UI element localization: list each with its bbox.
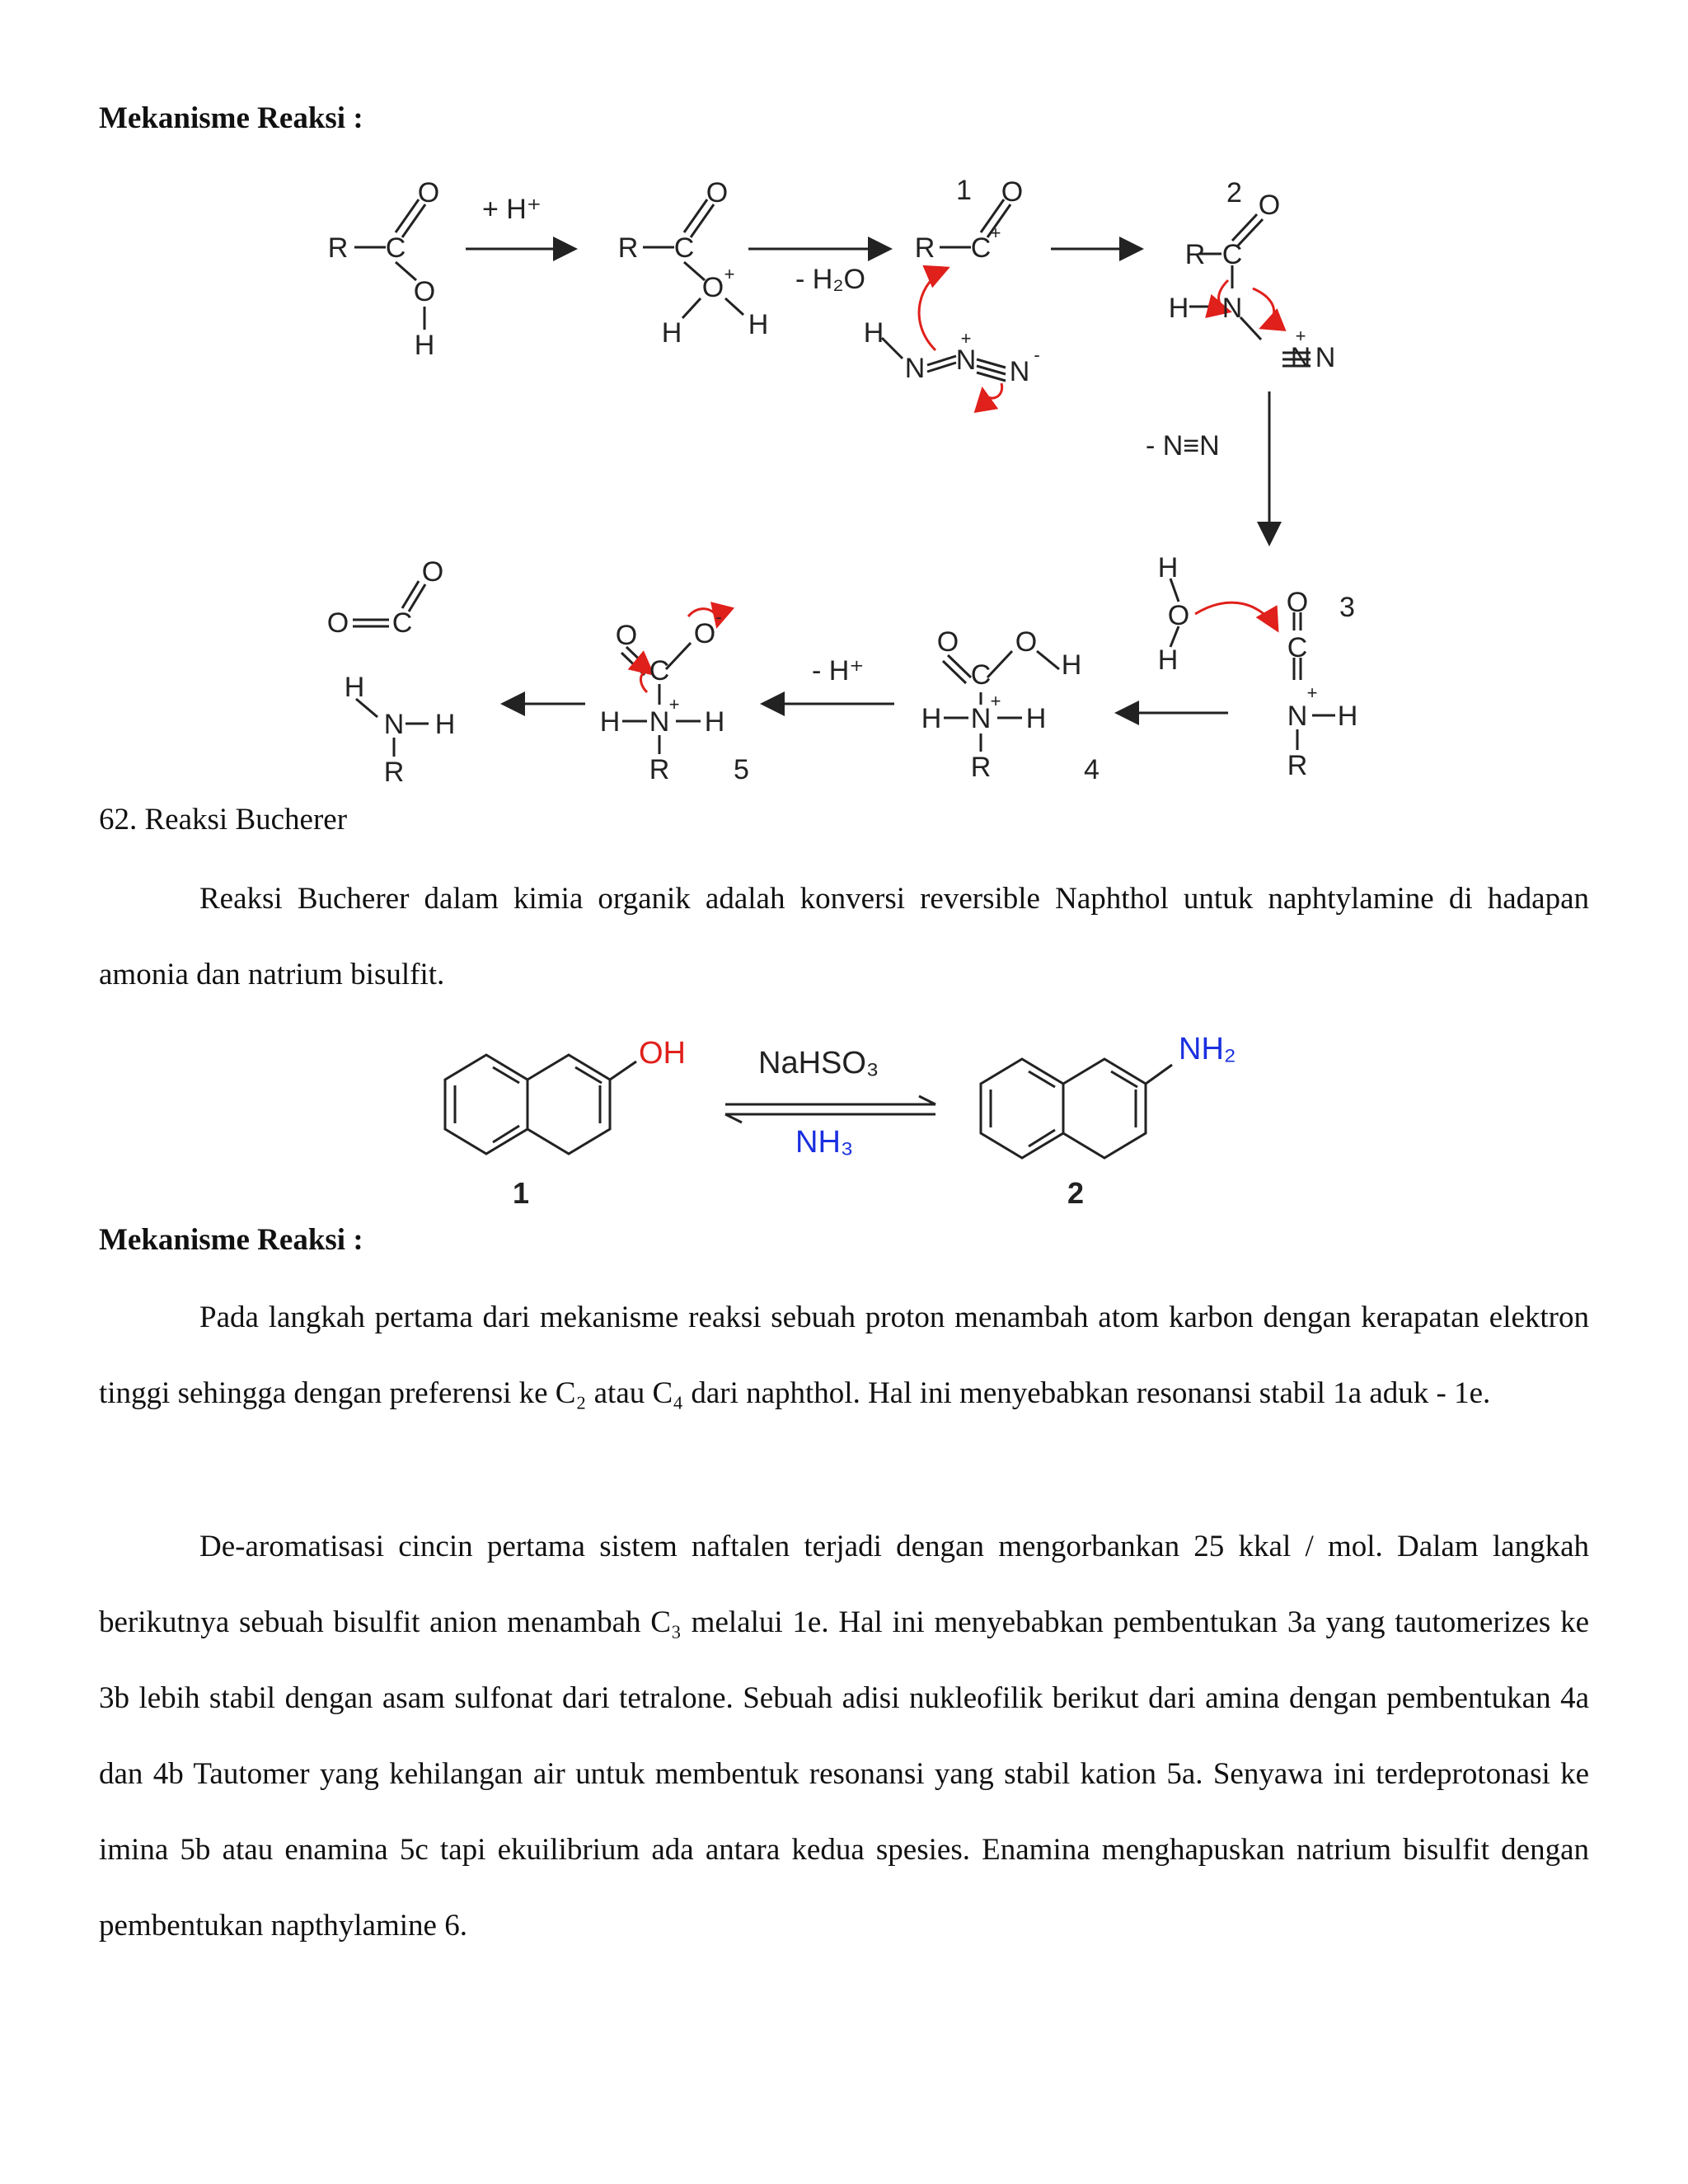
- svg-text:C: C: [392, 607, 413, 639]
- svg-text:C: C: [970, 232, 992, 264]
- svg-text:C: C: [1287, 632, 1308, 663]
- svg-text:R: R: [383, 757, 405, 788]
- mechanism-paragraph-1: [99, 1280, 1589, 1432]
- svg-text:N: N: [1287, 701, 1308, 732]
- svg-text:N: N: [1009, 356, 1030, 387]
- svg-text:N: N: [904, 353, 926, 384]
- mechanism-paragraph-2: [99, 1509, 1589, 1964]
- label-intermediate-4: 4: [1084, 754, 1100, 785]
- compound-label-2: 2: [1067, 1176, 1085, 1210]
- label-plus-h: + H⁺: [482, 194, 542, 225]
- svg-text:H: H: [1337, 701, 1358, 732]
- svg-text:H: H: [748, 309, 769, 340]
- svg-text:O: O: [326, 607, 349, 639]
- svg-text:N: N: [1290, 342, 1311, 373]
- svg-text:+: +: [1306, 682, 1318, 703]
- mechanism-paragraph-1-text: Pada langkah pertama dari mekanisme reaksi sebuah proton menambah atom karbon dengan kerapatan elektron tinggi sehingga dengan preferensi ke C₂ atau C₄ dari naphthol. Hal ini menyebabkan resonansi stabil 1a aduk - 1e.: [99, 1301, 1589, 1410]
- svg-text:R: R: [649, 754, 670, 785]
- svg-text:R: R: [914, 232, 935, 264]
- svg-text:O: O: [701, 272, 724, 303]
- reaction-mechanism-scheme-1: [313, 165, 1385, 808]
- svg-text:C: C: [385, 232, 406, 264]
- reagent-nahso3: NaHSO₃: [758, 1046, 879, 1080]
- svg-text:N: N: [970, 703, 992, 734]
- svg-text:-: -: [715, 607, 722, 627]
- svg-text:H: H: [434, 709, 456, 740]
- hydroxyl-group: OH: [639, 1036, 686, 1071]
- svg-text:+: +: [724, 264, 735, 284]
- svg-text:O: O: [1258, 190, 1281, 221]
- svg-text:-: -: [1034, 344, 1040, 365]
- label-minus-h: - H⁺: [812, 655, 865, 687]
- svg-text:R: R: [1184, 239, 1206, 270]
- compound-label-1: 1: [512, 1176, 530, 1210]
- heading-mekanisme-2: Mekanisme Reaksi :: [99, 1223, 363, 1257]
- svg-text:+: +: [990, 691, 1001, 711]
- svg-text:H: H: [1157, 644, 1179, 676]
- svg-text:O: O: [936, 626, 959, 658]
- mechanism-paragraph-2-text: De-aromatisasi cincin pertama sistem naftalen terjadi dengan mengorbankan 25 kkal / mol. Dalam langkah berikutnya sebuah bisulfit anion menambah C₃ melalui 1e. Hal ini menyebabkan pembentukan 3a yang tautomerizes ke 3b lebih stabil dengan asam sulfonat dari tetralone. Sebuah adisi nukleofilik berikut dari amina dengan pembentukan 4a dan 4b Tautomer yang kehilangan air untuk membentuk resonansi yang stabil kation 5a. Senyawa ini terdeprotonasi ke imina 5b atau enamina 5c tapi ekuilibrium ada antara kedua spesies. Enamina menghapuskan natrium bisulfit dengan pembentukan napthylamine 6.: [99, 1530, 1589, 1943]
- svg-text:H: H: [863, 317, 884, 349]
- label-intermediate-2: 2: [1226, 177, 1242, 209]
- svg-text:O: O: [693, 618, 716, 649]
- svg-text:R: R: [327, 232, 349, 264]
- svg-text:O: O: [1286, 587, 1309, 618]
- svg-text:H: H: [1025, 703, 1047, 734]
- svg-text:C: C: [1221, 239, 1243, 270]
- svg-text:O: O: [413, 276, 436, 307]
- svg-text:O: O: [706, 177, 729, 209]
- intro-paragraph-text: Reaksi Bucherer dalam kimia organik adalah konversi reversible Naphthol untuk naphtylamine di hadapan amonia dan natrium bisulfit.: [99, 882, 1589, 991]
- intro-paragraph: [99, 861, 1589, 1013]
- svg-text:H: H: [704, 706, 725, 738]
- svg-text:H: H: [414, 330, 435, 361]
- svg-text:H: H: [661, 317, 682, 349]
- label-minus-n2: - N≡N: [1146, 430, 1220, 462]
- svg-text:R: R: [617, 232, 639, 264]
- svg-text:H: H: [1061, 649, 1082, 681]
- svg-text:+: +: [990, 223, 1001, 243]
- svg-text:H: H: [1168, 293, 1189, 324]
- svg-text:H: H: [921, 703, 942, 734]
- svg-text:O: O: [1167, 600, 1190, 631]
- svg-text:H: H: [344, 672, 365, 703]
- svg-text:R: R: [1287, 750, 1308, 781]
- svg-text:N: N: [1221, 293, 1243, 324]
- svg-text:O: O: [421, 556, 444, 588]
- svg-text:+: +: [960, 328, 972, 349]
- svg-text:O: O: [417, 177, 440, 209]
- svg-text:O: O: [1015, 626, 1038, 658]
- bucherer-reaction-scheme: [420, 1022, 1286, 1220]
- svg-text:O: O: [615, 620, 638, 651]
- amino-group: NH₂: [1179, 1032, 1236, 1066]
- section-title: 62. Reaksi Bucherer: [99, 803, 348, 837]
- reagent-nh3: NH₃: [795, 1125, 854, 1160]
- svg-text:R: R: [970, 752, 992, 783]
- label-intermediate-3: 3: [1339, 592, 1355, 623]
- svg-text:C: C: [649, 655, 670, 687]
- svg-text:O: O: [1001, 176, 1024, 208]
- label-intermediate-5: 5: [734, 754, 749, 785]
- svg-text:H: H: [1157, 552, 1179, 583]
- svg-text:N: N: [383, 709, 405, 740]
- svg-text:H: H: [599, 706, 621, 738]
- svg-text:N: N: [955, 344, 977, 376]
- svg-text:+: +: [1295, 326, 1306, 346]
- svg-text:C: C: [970, 659, 992, 691]
- svg-text:N: N: [1315, 342, 1336, 373]
- svg-text:C: C: [673, 232, 695, 264]
- svg-text:N: N: [649, 706, 670, 738]
- label-minus-h2o: - H₂O: [795, 264, 865, 295]
- svg-text:+: +: [668, 694, 680, 715]
- label-intermediate-1: 1: [956, 175, 972, 206]
- heading-mekanisme-1: Mekanisme Reaksi :: [99, 101, 363, 135]
